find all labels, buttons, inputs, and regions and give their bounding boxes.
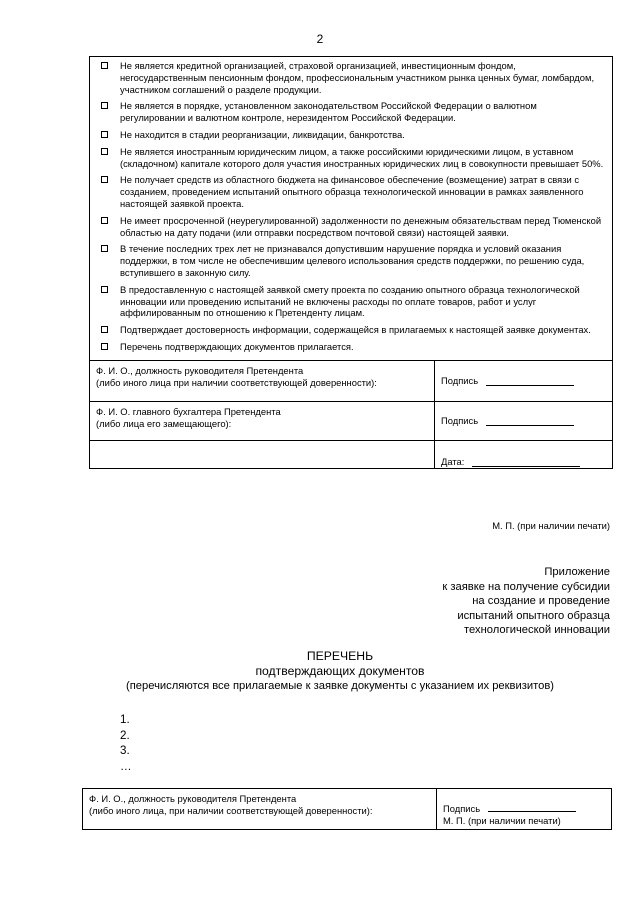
bottom-signature-cell[interactable] (437, 789, 611, 829)
condition-item (98, 129, 604, 141)
date-row (90, 440, 612, 468)
checkbox-icon[interactable] (101, 102, 108, 109)
checkbox-icon[interactable] (101, 148, 108, 155)
bottom-signature-table (82, 788, 612, 830)
stamp-note: М. П. (при наличии печати) (492, 520, 610, 531)
list-item[interactable]: 1. (120, 713, 130, 726)
bottom-head-label: Ф. И. О., должность руководителя Претендента (89, 793, 297, 804)
appendix-line: на создание и проведение (472, 595, 610, 608)
condition-item (98, 60, 604, 95)
condition-item (98, 284, 604, 319)
condition-item (98, 243, 604, 278)
signature-line (488, 801, 576, 812)
accountant-signature-row (90, 401, 612, 440)
appendix-line: технологической инновации (464, 624, 610, 637)
page-number: 2 (316, 32, 324, 46)
condition-text: Не является иностранным юридическим лицом, а также российскими юридическими лицом, в уставном (складочном) капитале которого доля участия иностранных юридических лиц в совокупности превышает 50%. (120, 145, 604, 169)
condition-text: Не является кредитной организацией, страховой организацией, инвестиционным фондом, негосударственным пенсионным фондом, профессиональным участником рынка ценных бумаг, ломбардом, участником соглашений о разделе продукции. (120, 60, 595, 95)
condition-text: Подтверждает достоверность информации, содержащейся в прилагаемых к настоящей заявке документах. (120, 324, 591, 336)
head-signature-cell[interactable] (435, 361, 612, 401)
accountant-name-cell[interactable] (90, 402, 435, 440)
accountant-label: Ф. И. О. главного бухгалтера Претендента (96, 405, 281, 417)
checkbox-icon[interactable] (101, 62, 108, 69)
condition-text: Не находится в стадии реорганизации, ликвидации, банкротства. (120, 128, 405, 140)
list-item: … (120, 760, 132, 774)
condition-item (98, 146, 604, 170)
declaration-table (89, 56, 613, 469)
condition-item (98, 215, 604, 239)
date-label: Дата: (441, 455, 465, 467)
empty-cell (90, 441, 435, 468)
signature-label: Подпись (441, 415, 479, 427)
condition-text: Не получает средств из областного бюджета на финансовое обеспечение (возмещение) затрат в связи с созданием, проведением испытаний опытного образца технологической инновации в рамках заявленного настоящей заявкой проекта. (120, 174, 584, 209)
bottom-head-name-cell[interactable] (83, 789, 437, 829)
checkbox-icon[interactable] (101, 217, 108, 224)
document-list (120, 712, 132, 775)
list-note: (перечисляются все прилагаемые к заявке документы с указанием их реквизитов) (126, 680, 554, 692)
checkbox-icon[interactable] (101, 326, 108, 333)
checkbox-icon[interactable] (101, 343, 108, 350)
condition-item (98, 324, 604, 336)
appendix-line: испытаний опытного образца (457, 609, 610, 622)
condition-text: В предоставленную с настоящей заявкой смету проекта по созданию опытного образца технологической инновации или проведению испытаний не включены расходы по оплате товаров, работ и услуг аффилированным по отношению к Претенденту лицам. (120, 283, 580, 319)
condition-text: Перечень подтверждающих документов прилагается. (120, 340, 354, 352)
accountant-signature-cell[interactable] (435, 402, 612, 440)
head-name-cell[interactable] (90, 361, 435, 401)
condition-item (98, 100, 604, 124)
accountant-note: (либо лица его замещающего): (96, 417, 232, 429)
bottom-head-note: (либо иного лица, при наличии соответствующей доверенности): (89, 804, 373, 816)
checkbox-icon[interactable] (101, 286, 108, 293)
date-cell[interactable] (435, 441, 612, 468)
condition-text: Не является в порядке, установленном законодательством Российской Федерации о валютном регулировании и валютном контроле, нерезидентом Российской Федерации. (120, 100, 537, 124)
signature-line (486, 375, 574, 386)
signature-line (486, 415, 574, 426)
list-item[interactable]: 2. (120, 728, 130, 742)
signature-label: Подпись (443, 803, 481, 814)
signature-label: Подпись (441, 375, 479, 387)
list-item[interactable]: 3. (120, 744, 130, 758)
checkbox-icon[interactable] (101, 176, 108, 183)
appendix-line: к заявке на получение субсидии (442, 580, 610, 593)
head-note: (либо иного лица при наличии соответствующей доверенности): (96, 376, 377, 388)
list-subtitle: подтверждающих документов (255, 664, 425, 678)
appendix-header (442, 565, 610, 638)
condition-item (98, 174, 604, 209)
condition-text: Не имеет просроченной (неурегулированной) задолженности по денежным обязательствам перед Тюменской областью на дату подачи (или отправки посредством почтовой связи) настоящей заявки. (120, 214, 602, 238)
conditions-list (90, 57, 612, 360)
condition-text: В течение последних трех лет не признавался допустившим нарушение порядка и условий оказания поддержки, в том числе не обеспечившим целевого использования средств поддержки, по решению суда, вступившего в законную силу. (120, 243, 585, 278)
checkbox-icon[interactable] (101, 131, 108, 138)
condition-item (98, 341, 604, 353)
list-title: ПЕРЕЧЕНЬ (306, 649, 374, 663)
head-label: Ф. И. О., должность руководителя Претендента (96, 364, 304, 376)
date-line (472, 456, 580, 467)
bottom-stamp-note: М. П. (при наличии печати) (443, 814, 561, 826)
appendix-line: Приложение (544, 566, 610, 578)
checkbox-icon[interactable] (101, 245, 108, 252)
head-signature-row (90, 360, 612, 401)
